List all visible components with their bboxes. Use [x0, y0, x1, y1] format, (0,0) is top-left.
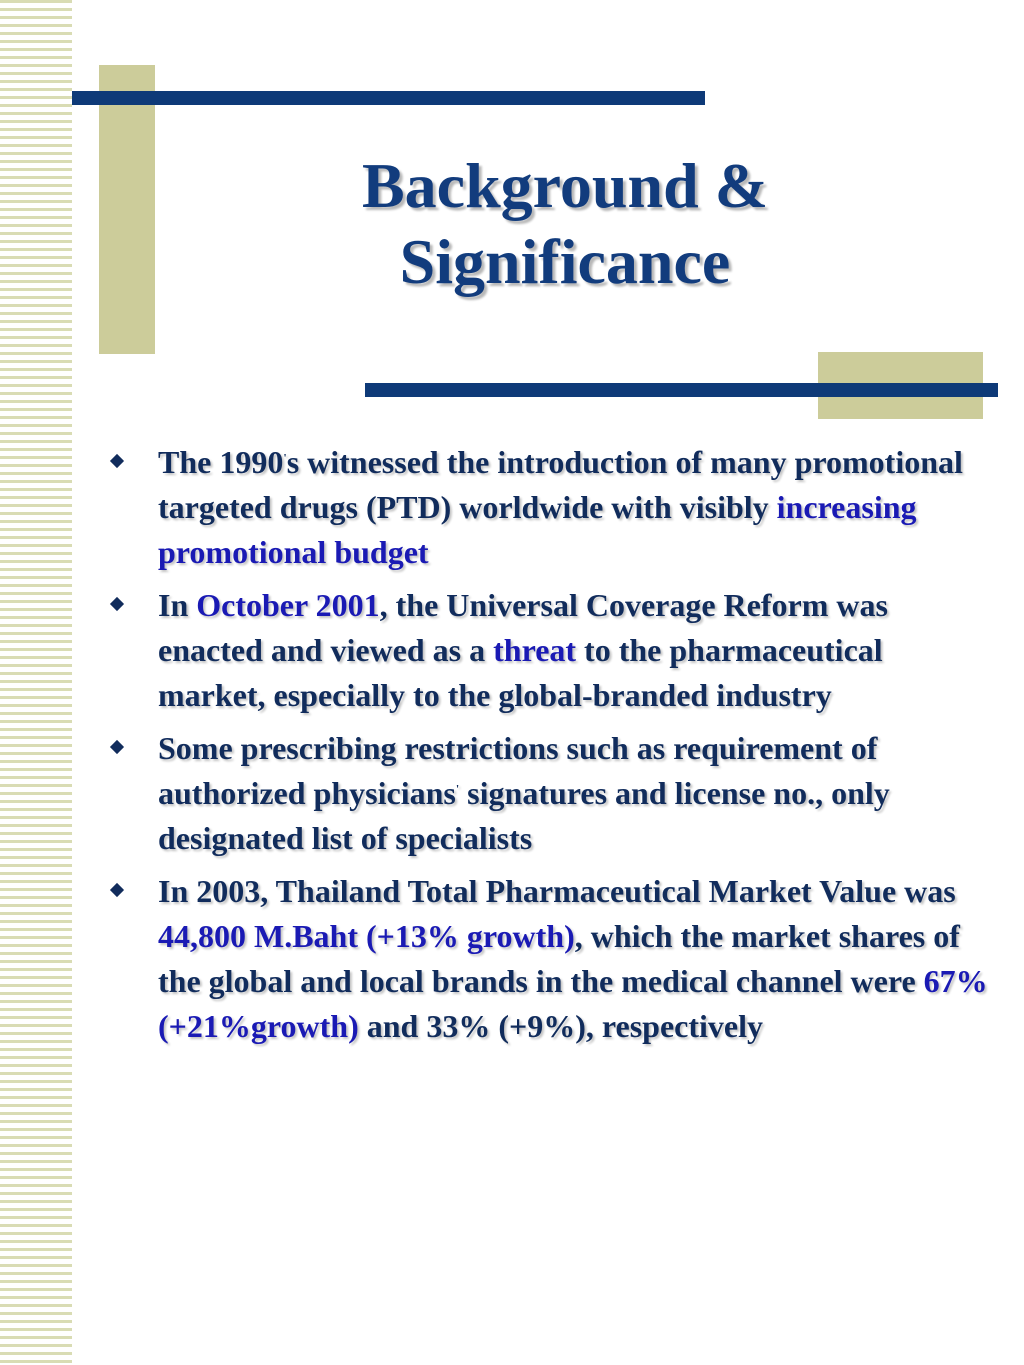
slide-title — [230, 148, 900, 300]
bullet-item — [112, 440, 992, 575]
bullet-text: In 2003, Thailand Total Pharmaceutical Market Value was — [158, 873, 956, 909]
bullet-item — [112, 726, 992, 861]
diamond-bullet-icon — [110, 597, 124, 611]
bullet-text: and 33% (+9%), respectively — [358, 1008, 763, 1044]
bullet-text: to the pharmaceutical market, especially to the global-branded industry — [158, 632, 883, 713]
bullet-text: , the Universal Coverage Reform was enacted and viewed as a — [158, 587, 888, 668]
apostrophe-mark: ' — [283, 450, 287, 465]
accent-block-top — [99, 65, 155, 354]
bullet-text: s witnessed the introduction of many promotional targeted drugs (PTD) worldwide with visibly — [158, 444, 963, 525]
highlight-text: increasing promotional budget — [158, 489, 917, 570]
title-line-1: Background & — [361, 150, 769, 221]
bullet-text: signatures and license no., only designated list of specialists — [158, 775, 890, 856]
bullet-text: , which the market shares of the global and local brands in the medical channel were — [158, 918, 960, 999]
diamond-bullet-icon — [110, 883, 124, 897]
bullet-text: In — [158, 587, 197, 623]
striped-left-border — [0, 0, 72, 1365]
bullet-text: The 1990 — [158, 444, 284, 480]
diamond-bullet-icon — [110, 740, 124, 754]
highlight-text: 67% (+21%growth) — [158, 963, 988, 1044]
bullet-item — [112, 869, 992, 1049]
apostrophe-mark: ' — [455, 781, 460, 796]
title-rule-bottom — [365, 383, 998, 397]
bullet-list — [112, 440, 992, 1057]
highlight-text: 44,800 M.Baht (+13% growth) — [158, 918, 575, 954]
title-rule-top — [72, 91, 705, 105]
highlight-text: October 2001 — [196, 587, 380, 623]
title-line-2: Significance — [399, 226, 731, 297]
bullet-text: Some prescribing restrictions such as requirement of authorized physicians — [158, 730, 878, 811]
diamond-bullet-icon — [110, 454, 124, 468]
bullet-item — [112, 583, 992, 718]
highlight-text: threat — [493, 632, 577, 668]
